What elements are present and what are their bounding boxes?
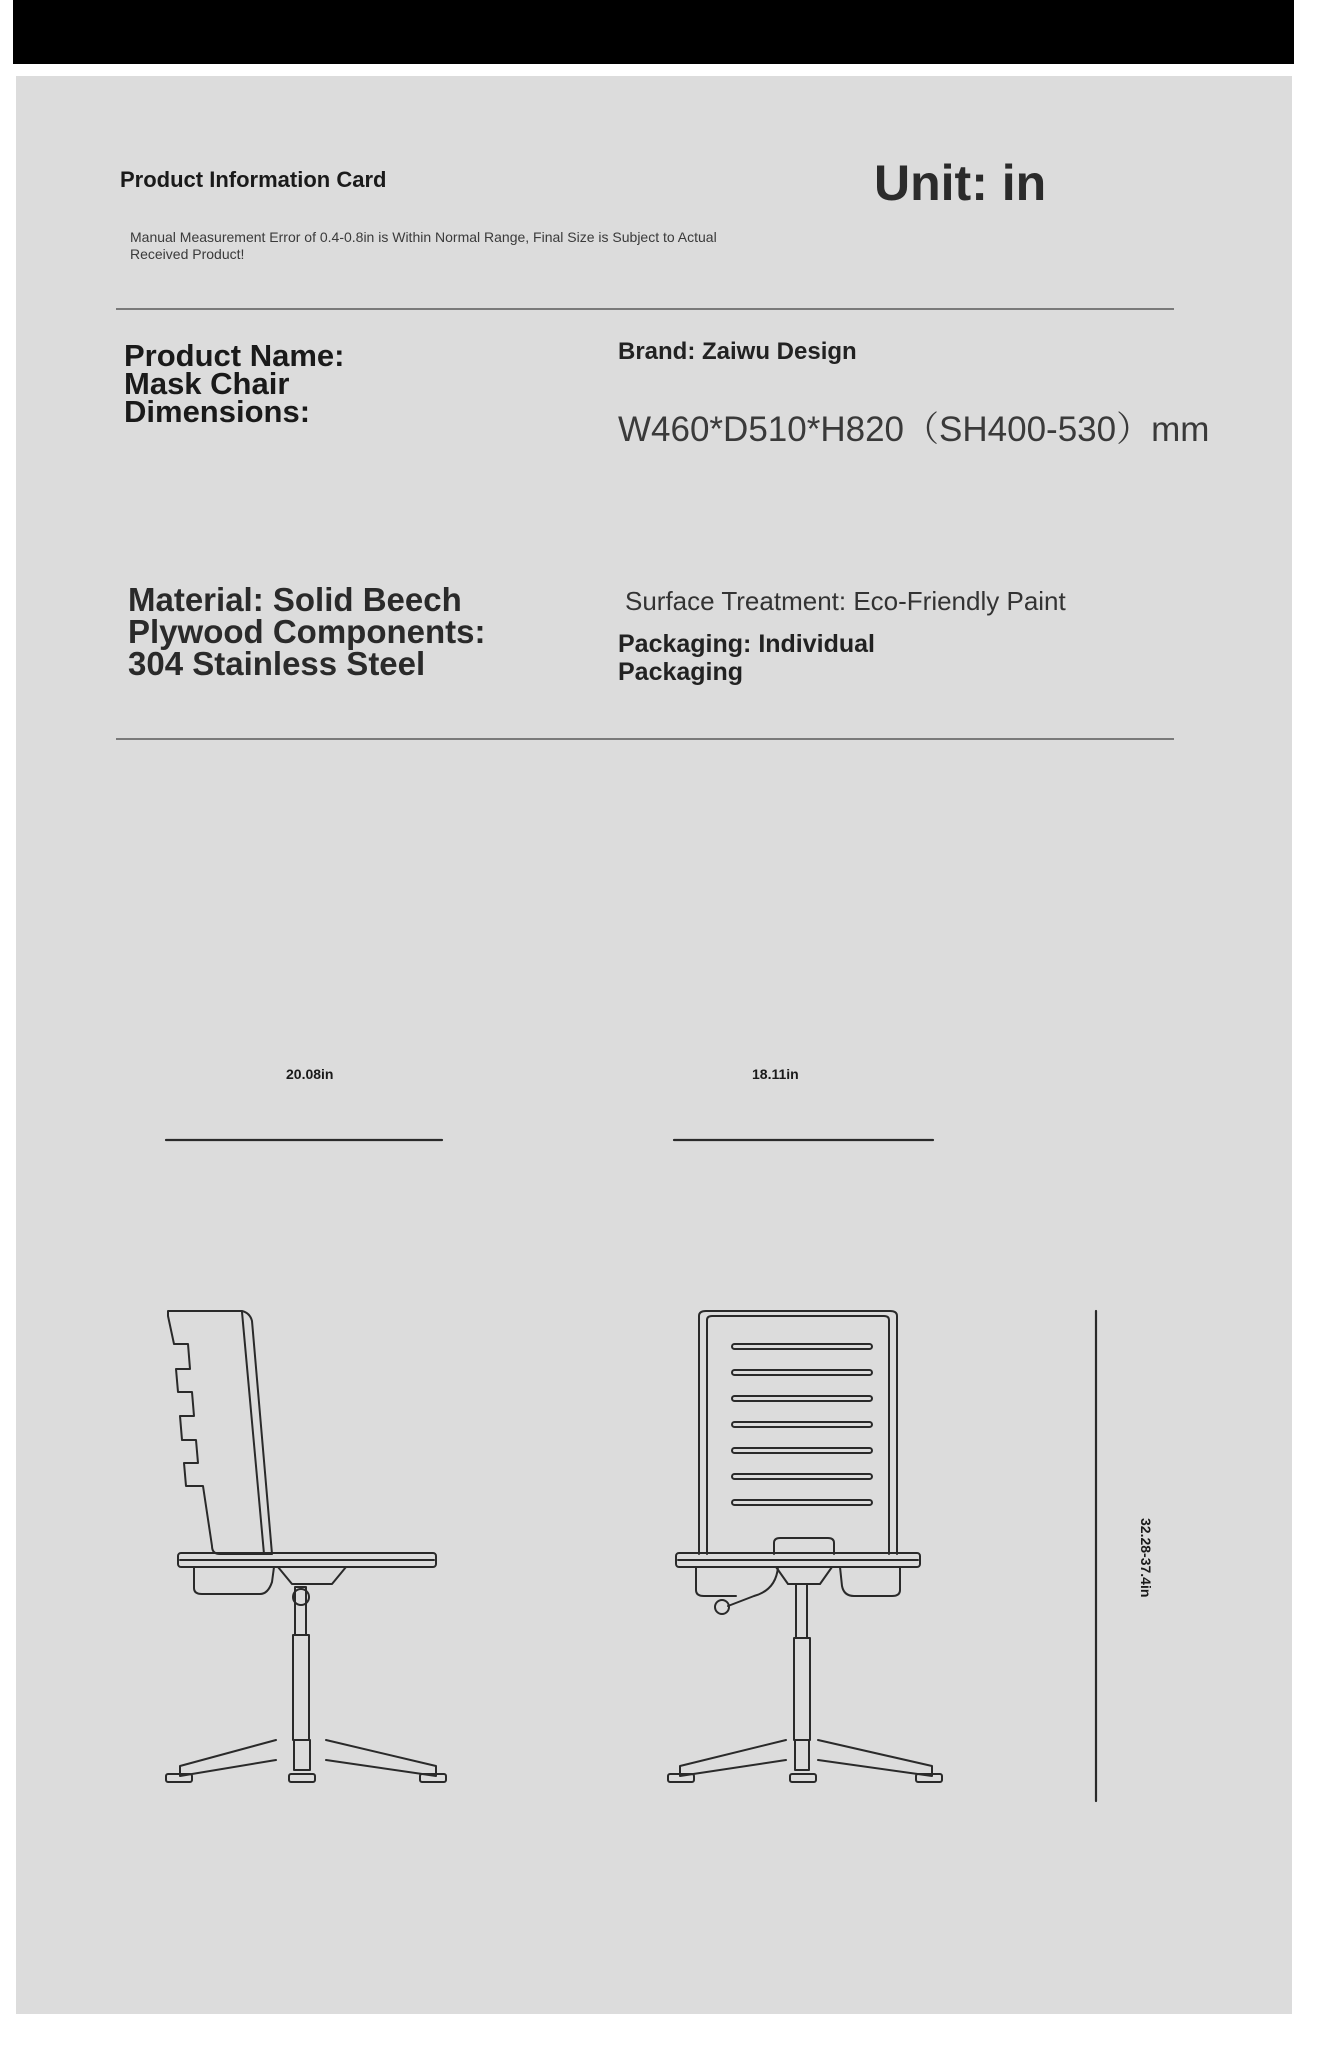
side-view-chair <box>166 1311 446 1782</box>
depth-label: 20.08in <box>286 1066 334 1082</box>
chair-drawing <box>16 76 1292 2014</box>
card-title: Product Information Card <box>120 167 387 192</box>
product-name: Product Name: Mask Chair Dimensions: <box>124 338 345 429</box>
front-view-chair <box>668 1311 942 1782</box>
product-info-card <box>16 76 1292 2014</box>
brand: Brand: Zaiwu Design <box>618 338 857 365</box>
width-label: 18.11in <box>752 1066 799 1082</box>
unit-label: Unit: in <box>874 155 1047 211</box>
height-label: 32.28-37.4in <box>1138 1518 1154 1598</box>
material: Material: Solid Beech Plywood Components: 304 Stainless Steel <box>128 581 486 682</box>
packaging: Packaging: Individual Packaging <box>618 630 875 686</box>
measurement-note: Manual Measurement Error of 0.4-0.8in is Within Normal Range, Final Size is Subject to Actual Received Product! <box>130 229 717 262</box>
dimensions-value: W460*D510*H820（SH400-530）mm <box>618 410 1210 449</box>
surface-treatment: Surface Treatment: Eco-Friendly Paint <box>625 586 1066 616</box>
top-banner <box>13 0 1294 64</box>
